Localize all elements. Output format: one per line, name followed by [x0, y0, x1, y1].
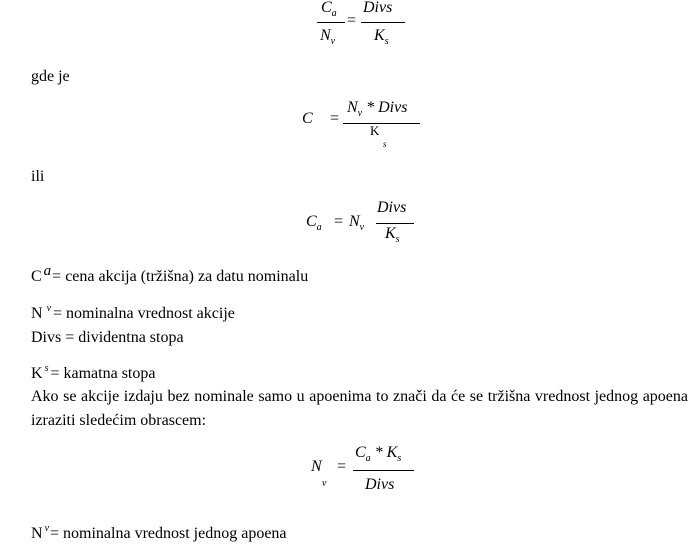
formula3-denominator: $K_s$ — [385, 225, 400, 245]
formula1-equals: = — [347, 12, 357, 29]
formula2-denominator-sub: s — [383, 139, 387, 149]
formula1-numerator-2: Divs — [363, 0, 393, 16]
formula3-equals: = — [334, 213, 344, 230]
formula2-equals: = — [330, 110, 340, 127]
formula4-lhs-sub: v — [322, 478, 327, 489]
formula2-lhs: C — [302, 110, 313, 127]
formula1-denominator: $N_v$ — [320, 27, 336, 47]
definition-nv: N $^v$ = nominalna vrednost akcije — [31, 303, 235, 322]
definition-divs: Divs = dividentna stopa — [31, 329, 184, 346]
formula1-denominator-2: $K_s$ — [374, 27, 389, 47]
formula4-numerator: $C_a * K_s$ — [355, 444, 402, 464]
formula1-fraction-bar-2 — [361, 22, 405, 23]
formula2-fraction-bar — [343, 123, 420, 124]
formula4-denominator: Divs — [365, 476, 395, 493]
formula3-lhs: $C_a$ — [306, 213, 322, 233]
text-ili: ili — [31, 168, 45, 185]
formula2-numerator: $N_v$ * Divs — [347, 99, 408, 119]
formula4-equals: = — [337, 458, 347, 475]
text-gde-je: gde je — [31, 68, 70, 85]
formula1-fraction-bar-1 — [317, 22, 345, 23]
formula4-lhs: N — [311, 458, 322, 475]
formula2-denominator: K — [370, 123, 380, 138]
definition-ks: K $^s$ = kamatna stopa — [31, 363, 156, 382]
paragraph-apoeni: Ako se akcije izdaju bez nominale samo u apoenima to znači da će se tržišna vrednost jednog apoena izraziti sledećim obrascem: — [31, 388, 688, 429]
formula3-fraction-bar — [376, 223, 414, 224]
definition-nv-apoen: N $^v$= nominalna vrednost jednog apoena — [31, 523, 287, 542]
formula3-nv: $N_v$ — [349, 213, 365, 233]
formula1-numerator: $C_a$ — [321, 0, 337, 19]
definition-ca: C a= cena akcija (tržišna) za datu nominalu — [31, 263, 309, 285]
formula3-numerator: Divs — [377, 199, 407, 216]
formula4-fraction-bar — [353, 470, 414, 471]
